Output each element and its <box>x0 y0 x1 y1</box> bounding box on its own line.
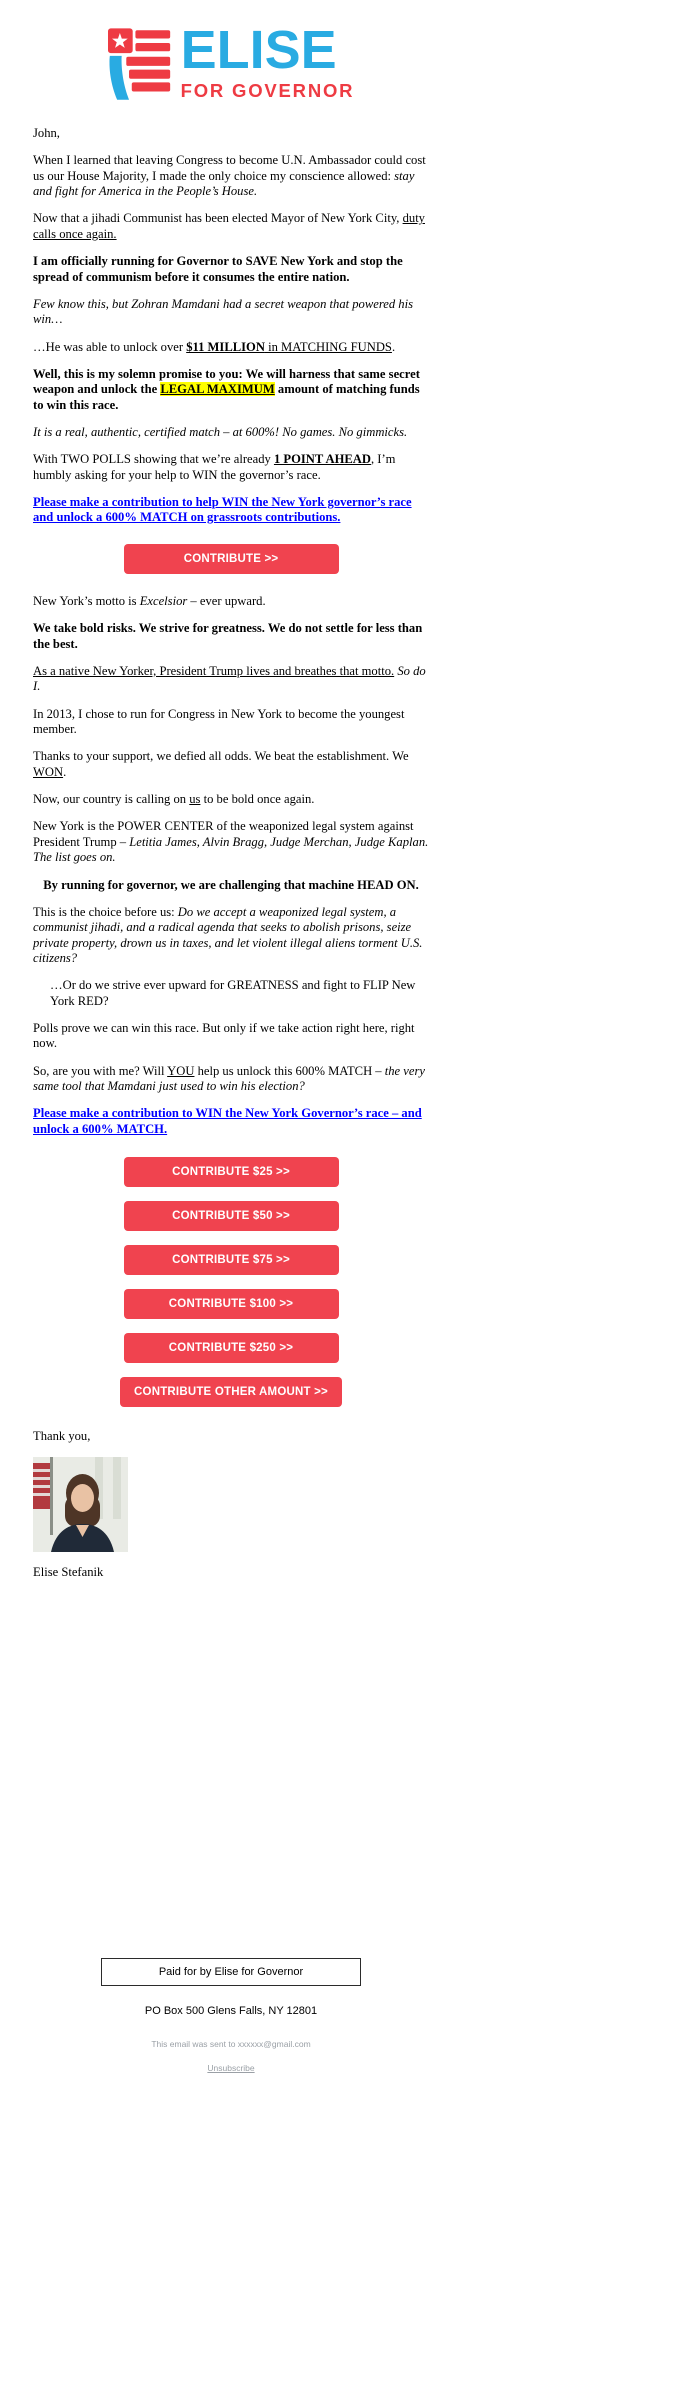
email-footer <box>0 1958 462 2076</box>
text-segment: Now, our country is calling on <box>33 792 190 807</box>
contribute-250-button[interactable]: CONTRIBUTE $250 >> <box>124 1333 339 1363</box>
text-segment: Now that a jihadi Communist has been elected Mayor of New York City, <box>33 211 403 226</box>
greeting: John, <box>33 126 60 140</box>
text-segment-italic: stay and fight for America in the People’s House. <box>33 168 415 199</box>
amount-button-row <box>33 1245 429 1275</box>
paragraph-congress <box>33 153 429 199</box>
paragraph-announcement: I am officially running for Governor to SAVE New York and stop the spread of communism before it consumes the entire nation. <box>33 254 403 284</box>
text-segment: – ever upward. <box>187 593 266 608</box>
text-segment-bold-underline: 1 POINT AHEAD <box>273 452 371 467</box>
amount-button-row <box>33 1333 429 1363</box>
contribute-50-button[interactable]: CONTRIBUTE $50 >> <box>124 1201 339 1231</box>
amount-button-row <box>33 1377 429 1407</box>
text-segment: , I’m humbly asking for your help to WIN the governor’s race. <box>33 452 396 482</box>
paragraph-with-me <box>33 1064 429 1095</box>
elise-stefanik-photo <box>33 1457 128 1552</box>
paragraph-certified-match: It is a real, authentic, certified match – at 600%! No games. No gimmicks. <box>33 425 408 440</box>
contribute-button-row <box>33 544 429 574</box>
paragraph-polls <box>33 452 429 483</box>
text-segment-underline: As a native New Yorker, President Trump lives and breathes that motto. <box>33 663 395 678</box>
paragraph-motto <box>33 594 429 609</box>
paragraph-action: Polls prove we can win this race. But only if we take action right here, right now. <box>33 1021 415 1051</box>
logo-elise-wordmark: ELISE <box>180 20 337 80</box>
text-segment-italic: the very same tool that Mamdani just used to win his election? <box>33 1063 425 1094</box>
text-segment: Thanks to your support, we defied all odds. We beat the establishment. We <box>33 749 409 764</box>
text-segment-underline: duty calls once again. <box>33 211 425 241</box>
paragraph-2013: In 2013, I chose to run for Congress in New York to become the youngest member. <box>33 706 405 736</box>
campaign-logo <box>0 20 462 104</box>
paragraph-won <box>33 749 429 780</box>
text-segment-highlighted: LEGAL MAXIMUM <box>160 382 275 397</box>
logo-text <box>180 20 355 102</box>
paragraph-bold-risks: We take bold risks. We strive for greatness. We do not settle for less than the best. <box>33 621 423 651</box>
sent-to-notice: This email was sent to xxxxxx@gmail.com <box>151 2038 311 2049</box>
paragraph-jihadi <box>33 211 429 242</box>
text-segment: amount of matching funds to win this race. <box>33 382 420 412</box>
text-segment: New York’s motto is <box>33 593 140 608</box>
text-segment: So, are you with me? Will <box>33 1063 168 1078</box>
text-segment: With TWO POLLS showing that we’re already <box>33 452 274 467</box>
po-box-address: PO Box 500 Glens Falls, NY 12801 <box>144 2004 318 2017</box>
paragraph-promise <box>33 367 429 413</box>
paragraph-calling <box>33 792 429 807</box>
amount-button-row <box>33 1289 429 1319</box>
contribution-link-1-wrap <box>33 495 429 526</box>
paragraph-upward: …Or do we strive ever upward for GREATNESS and fight to FLIP New York RED? <box>50 978 416 1008</box>
text-segment: Well, this is my solemn promise to you: We will harness that same secret weapon and unlock the <box>33 366 420 397</box>
contribution-link-2-wrap <box>33 1106 429 1137</box>
text-segment: help us unlock this 600% MATCH – <box>194 1063 385 1078</box>
paragraph-trump-motto <box>33 664 429 695</box>
text-segment-underline: YOU <box>167 1063 195 1078</box>
text-segment: When I learned that leaving Congress to become U.N. Ambassador could cost us our House Majority, I made the only choice my conscience allowed: <box>33 153 426 183</box>
text-segment: …He was able to unlock over <box>33 339 187 354</box>
text-segment-italic: So do I. <box>33 663 426 694</box>
flag-icon <box>108 26 172 104</box>
paragraph-unlock <box>33 340 429 355</box>
face <box>71 1484 94 1512</box>
contribute-100-button[interactable]: CONTRIBUTE $100 >> <box>124 1289 339 1319</box>
text-segment: New York is the POWER CENTER of the weaponized legal system against President Trump – <box>33 819 414 849</box>
text-segment-italic: Do we accept a weaponized legal system, a communist jihadi, and a radical agenda that seeks to abolish prisons, seize private property, drown us in taxes, and let violent illegal aliens torment U.S. citizens? <box>33 904 423 965</box>
text-segment: This is the choice before us: <box>33 904 178 919</box>
text-segment-bold-underline: $11 MILLION <box>186 339 265 354</box>
flag-pole-swoosh <box>109 56 129 100</box>
logo-for-governor-tagline: FOR GOVERNOR <box>180 79 355 101</box>
paragraph-power-center <box>33 819 429 865</box>
text-segment-underline: us <box>189 792 201 807</box>
paragraph-secret-weapon: Few know this, but Zohran Mamdani had a secret weapon that powered his win… <box>33 296 414 327</box>
text-segment: to be bold once again. <box>200 792 315 807</box>
contribute-button[interactable]: CONTRIBUTE >> <box>124 544 339 574</box>
paragraph-choice <box>33 905 429 966</box>
text-segment-italic: Letitia James, Alvin Bragg, Judge Merchan, Judge Kaplan. The list goes on. <box>33 834 429 865</box>
text-segment-underline: in MATCHING FUNDS <box>264 339 392 354</box>
text-segment-underline: WON <box>33 764 64 779</box>
text-segment-italic: Excelsior <box>139 593 188 608</box>
paragraph-head-on: By running for governor, we are challenging that machine HEAD ON. <box>43 877 419 892</box>
paid-for-disclaimer: Paid for by Elise for Governor <box>101 1958 361 1986</box>
contribute-25-button[interactable]: CONTRIBUTE $25 >> <box>124 1157 339 1187</box>
text-segment: . <box>391 339 396 354</box>
contribution-link-1[interactable]: Please make a contribution to help WIN the New York governor’s race and unlock a 600% MATCH on grassroots contributions. <box>33 495 412 525</box>
contribute-75-button[interactable]: CONTRIBUTE $75 >> <box>124 1245 339 1275</box>
signature-name: Elise Stefanik <box>33 1564 104 1579</box>
contribution-link-2[interactable]: Please make a contribution to WIN the New York Governor’s race – and unlock a 600% MATCH. <box>33 1106 422 1136</box>
thank-you-text: Thank you, <box>33 1429 91 1444</box>
contribute-other-amount-button[interactable]: CONTRIBUTE OTHER AMOUNT >> <box>120 1377 342 1407</box>
email-content <box>0 126 462 1580</box>
amount-button-row <box>33 1157 429 1187</box>
text-segment: . <box>63 764 67 779</box>
unsubscribe-link[interactable]: Unsubscribe <box>207 2062 255 2073</box>
amount-button-row <box>33 1201 429 1231</box>
